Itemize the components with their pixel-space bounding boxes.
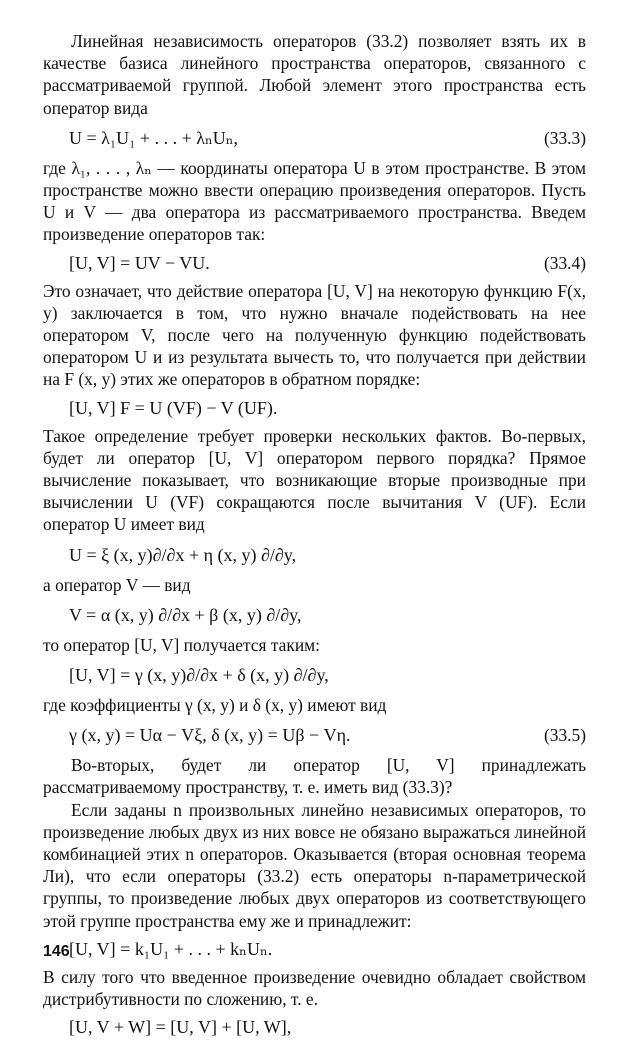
paragraph-first-order: Такое определение требует проверки нескольких фактов. Во-первых, будет ли оператор [U, V] оператором первого порядка? Прямое вычисление показывает, что возникающие вторые производные при вычислении U (VF) сокращаются после вычитания V (UF). Если оператор U имеет вид: [43, 425, 586, 535]
paragraph-coefficients: где коэффициенты γ (x, y) и δ (x, y) имеют вид: [43, 695, 387, 716]
paragraph-commutator-result: то оператор [U, V] получается таким:: [43, 634, 320, 655]
paragraph-basis: Линейная независимость операторов (33.2) позволяет взять их в качестве базиса линейного пространства операторов, связанного с рассматриваемой группой. Любой элемент этого пространства есть оператор вида: [43, 31, 586, 118]
formula-operator-v-expression: V = α (x, y) ∂/∂x + β (x, y) ∂/∂y,: [69, 604, 302, 625]
paragraph-lie-theorem: Если заданы n произвольных линейно независимых операторов, то произведение любых двух из них вовсе не обязано выражаться линейной комбинацией этих n операторов. Оказывается (вторая основная теорема Ли), что если операторы (33.2) есть операторы n-параметрической группы, то произведение любых двух операторов из соответствующего этой группе пространства ему же и принадлежит:: [43, 799, 586, 931]
formula-commutator-action-expression: [U, V] F = U (VF) − V (UF).: [69, 397, 278, 418]
formula-distributivity-expression: [U, V + W] = [U, V] + [U, W],: [69, 1017, 292, 1038]
paragraph-action: Это означает, что действие оператора [U, V] на некоторую функцию F(x, y) заключается в том, что нужно вначале подействовать на нее оператором V, после чего на полученную функцию подействовать оператором U и из результата вычесть то, что получается при действии на F (x, y) этих же операторов в обратном порядке:: [43, 280, 586, 390]
formula-33-5: [43, 720, 586, 750]
paragraph-operator-v: а оператор V — вид: [43, 574, 191, 595]
formula-33-3: [43, 123, 586, 153]
formula-commutator-action: [43, 393, 586, 423]
formula-33-4: [43, 248, 586, 278]
formula-commutator-expression: [U, V] = γ (x, y)∂/∂x + δ (x, y) ∂/∂y,: [69, 665, 329, 686]
formula-commutator: [43, 660, 586, 690]
formula-33-4-expression: [U, V] = UV − VU.: [69, 252, 210, 273]
paragraph-coordinates: где λ₁, . . . , λₙ — координаты оператора U в этом пространстве. В этом пространстве можно ввести операцию произведения операторов. Пусть U и V — два оператора из рассматриваемого пространства. Введем произведение операторов так:: [43, 157, 586, 245]
page-number: 146: [43, 943, 70, 960]
formula-distributivity: [43, 1012, 586, 1042]
formula-operator-v: [43, 600, 586, 630]
paragraph-distributivity: В силу того что введенное произведение очевидно обладает свойством дистрибутивности по сложению, т. е.: [43, 966, 586, 1010]
formula-operator-u-expression: U = ξ (x, y)∂/∂x + η (x, y) ∂/∂y,: [69, 544, 297, 565]
formula-33-5-number: (33.5): [543, 725, 586, 746]
formula-33-3-expression: U = λ₁U₁ + . . . + λₙUₙ,: [69, 127, 239, 148]
formula-33-3-number: (33.3): [543, 127, 586, 148]
formula-linear-combination-expression: [U, V] = k₁U₁ + . . . + kₙUₙ.: [69, 938, 273, 959]
formula-33-5-expression: γ (x, y) = Uα − Vξ, δ (x, y) = Uβ − Vη.: [69, 725, 351, 746]
formula-33-4-number: (33.4): [543, 252, 586, 273]
formula-operator-u: [43, 540, 586, 570]
paragraph-second-question: Во-вторых, будет ли оператор [U, V] принадлежать рассматриваемому пространству, т. е. иметь вид (33.3)?: [43, 755, 586, 798]
formula-linear-combination: [43, 934, 586, 964]
